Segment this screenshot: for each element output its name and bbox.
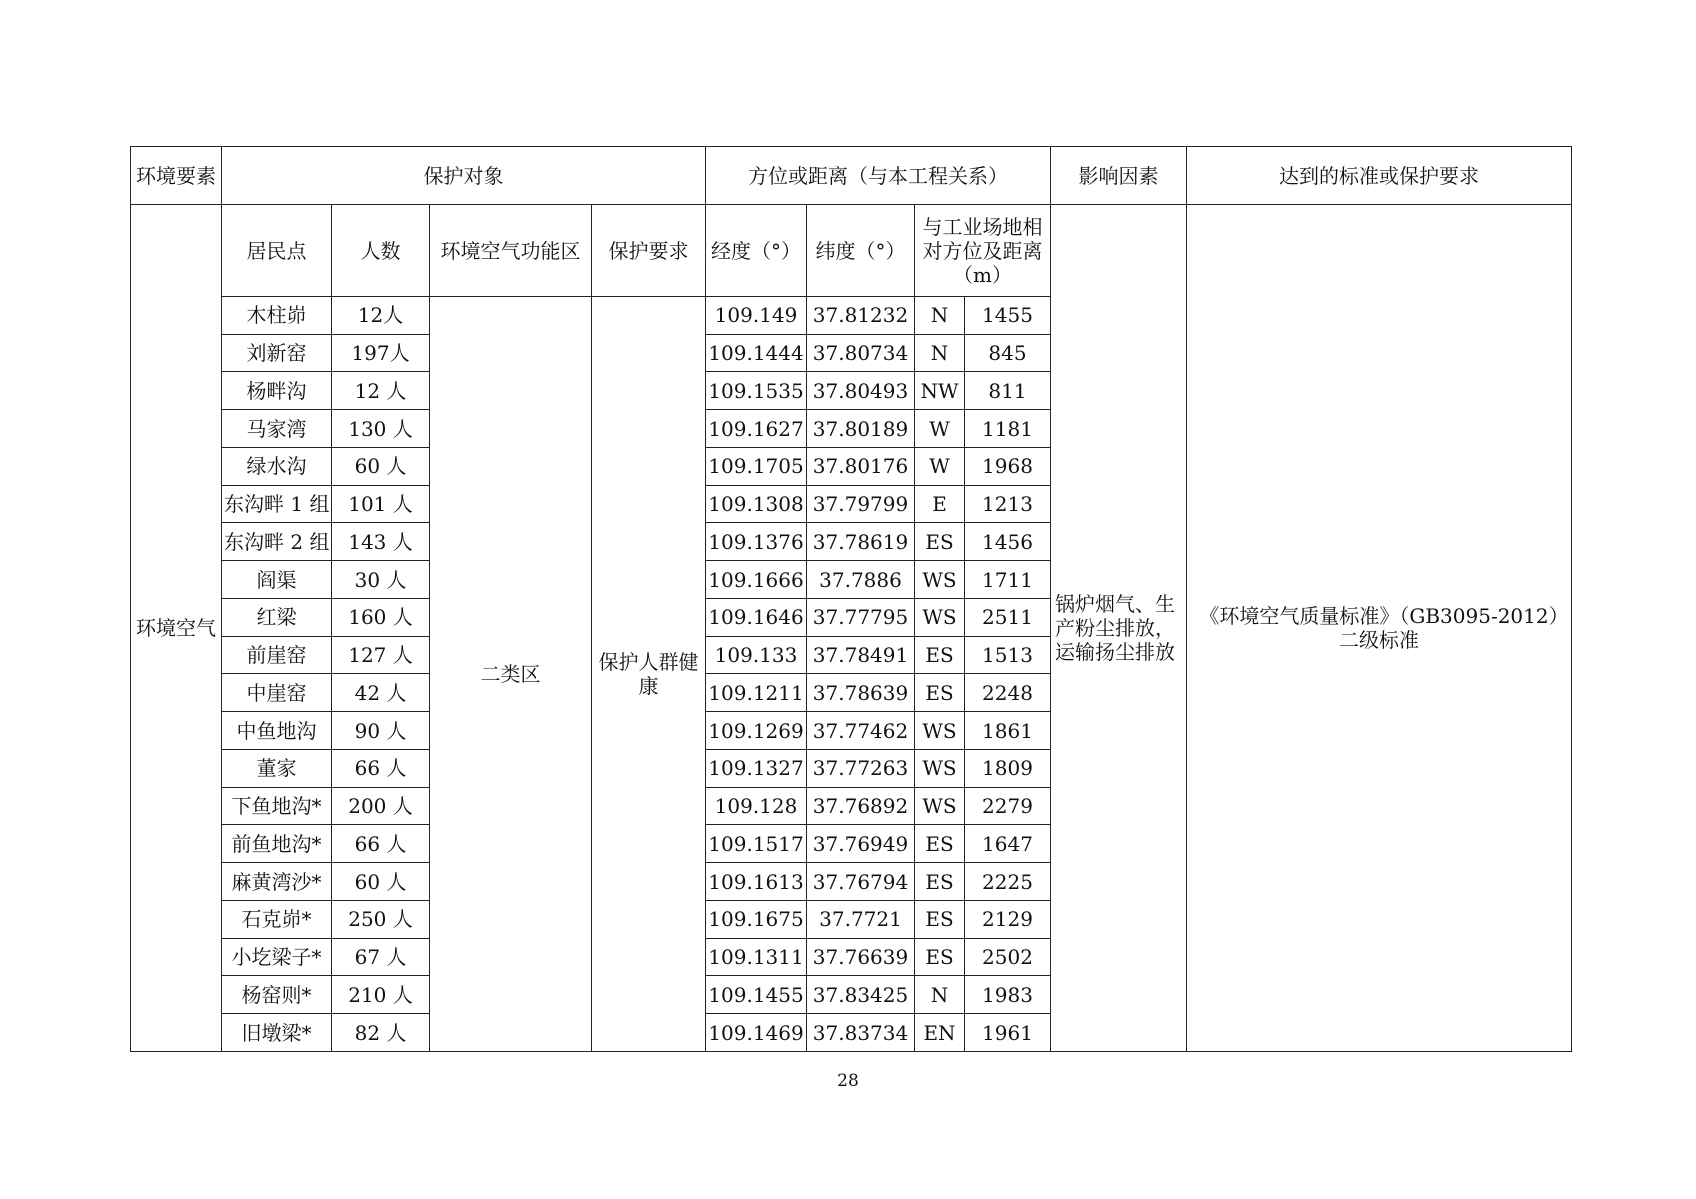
latitude: 37.79799 xyxy=(807,485,915,523)
distance: 1213 xyxy=(965,485,1051,523)
subheader-air-zone: 环境空气功能区 xyxy=(430,205,592,297)
direction: WS xyxy=(915,561,965,599)
longitude: 109.1455 xyxy=(706,976,807,1014)
header-position: 方位或距离（与本工程关系） xyxy=(706,147,1051,205)
residence-name: 东沟畔 2 组 xyxy=(222,523,332,561)
distance: 1456 xyxy=(965,523,1051,561)
population: 210 人 xyxy=(332,976,430,1014)
distance: 1861 xyxy=(965,712,1051,750)
longitude: 109.1675 xyxy=(706,900,807,938)
subheader-population: 人数 xyxy=(332,205,430,297)
env-element-cell: 环境空气 xyxy=(131,205,222,1052)
residence-name: 中崖窑 xyxy=(222,674,332,712)
distance: 1647 xyxy=(965,825,1051,863)
latitude: 37.78619 xyxy=(807,523,915,561)
latitude: 37.78491 xyxy=(807,636,915,674)
residence-name: 中鱼地沟 xyxy=(222,712,332,750)
distance: 1968 xyxy=(965,447,1051,485)
header-protected-object: 保护对象 xyxy=(222,147,706,205)
subheader-row xyxy=(131,205,1572,297)
distance: 2129 xyxy=(965,900,1051,938)
residence-name: 杨畔沟 xyxy=(222,372,332,410)
longitude: 109.133 xyxy=(706,636,807,674)
latitude: 37.80176 xyxy=(807,447,915,485)
latitude: 37.76794 xyxy=(807,863,915,901)
distance: 1983 xyxy=(965,976,1051,1014)
latitude: 37.81232 xyxy=(807,296,915,334)
air-zone-cell: 二类区 xyxy=(430,296,592,1051)
distance: 1455 xyxy=(965,296,1051,334)
latitude: 37.77795 xyxy=(807,598,915,636)
latitude: 37.7721 xyxy=(807,900,915,938)
residence-name: 小圪梁子* xyxy=(222,938,332,976)
population: 66 人 xyxy=(332,825,430,863)
header-env-element: 环境要素 xyxy=(131,147,222,205)
standard-cell: 《环境空气质量标准》（GB3095-2012）二级标准 xyxy=(1187,205,1572,1052)
population: 101 人 xyxy=(332,485,430,523)
residence-name: 石克峁* xyxy=(222,900,332,938)
direction: ES xyxy=(915,636,965,674)
longitude: 109.1469 xyxy=(706,1014,807,1052)
latitude: 37.80189 xyxy=(807,410,915,448)
residence-name: 旧墩梁* xyxy=(222,1014,332,1052)
distance: 2248 xyxy=(965,674,1051,712)
direction: ES xyxy=(915,825,965,863)
direction: NW xyxy=(915,372,965,410)
residence-name: 前崖窑 xyxy=(222,636,332,674)
longitude: 109.1311 xyxy=(706,938,807,976)
latitude: 37.7886 xyxy=(807,561,915,599)
population: 42 人 xyxy=(332,674,430,712)
residence-name: 前鱼地沟* xyxy=(222,825,332,863)
latitude: 37.80493 xyxy=(807,372,915,410)
header-influence: 影响因素 xyxy=(1051,147,1187,205)
residence-name: 下鱼地沟* xyxy=(222,787,332,825)
direction: WS xyxy=(915,749,965,787)
population: 82 人 xyxy=(332,1014,430,1052)
direction: EN xyxy=(915,1014,965,1052)
residence-name: 绿水沟 xyxy=(222,447,332,485)
protection-cell: 保护人群健康 xyxy=(592,296,706,1051)
population: 90 人 xyxy=(332,712,430,750)
latitude: 37.83425 xyxy=(807,976,915,1014)
residence-name: 红梁 xyxy=(222,598,332,636)
population: 200 人 xyxy=(332,787,430,825)
direction: N xyxy=(915,296,965,334)
subheader-relative: 与工业场地相对方位及距离（m） xyxy=(915,205,1051,297)
subheader-residence: 居民点 xyxy=(222,205,332,297)
longitude: 109.1444 xyxy=(706,334,807,372)
influence-cell: 锅炉烟气、生产粉尘排放，运输扬尘排放 xyxy=(1051,205,1187,1052)
longitude: 109.1308 xyxy=(706,485,807,523)
population: 130 人 xyxy=(332,410,430,448)
population: 143 人 xyxy=(332,523,430,561)
latitude: 37.80734 xyxy=(807,334,915,372)
distance: 1809 xyxy=(965,749,1051,787)
direction: N xyxy=(915,976,965,1014)
distance: 2225 xyxy=(965,863,1051,901)
population: 12 人 xyxy=(332,372,430,410)
population: 250 人 xyxy=(332,900,430,938)
population: 66 人 xyxy=(332,749,430,787)
direction: ES xyxy=(915,900,965,938)
population: 60 人 xyxy=(332,863,430,901)
longitude: 109.149 xyxy=(706,296,807,334)
latitude: 37.76892 xyxy=(807,787,915,825)
residence-name: 麻黄湾沙* xyxy=(222,863,332,901)
longitude: 109.1211 xyxy=(706,674,807,712)
latitude: 37.78639 xyxy=(807,674,915,712)
direction: ES xyxy=(915,674,965,712)
subheader-latitude: 纬度（°） xyxy=(807,205,915,297)
latitude: 37.77263 xyxy=(807,749,915,787)
distance: 2502 xyxy=(965,938,1051,976)
longitude: 109.1327 xyxy=(706,749,807,787)
residence-name: 木柱峁 xyxy=(222,296,332,334)
header-row xyxy=(131,147,1572,205)
longitude: 109.1627 xyxy=(706,410,807,448)
distance: 1181 xyxy=(965,410,1051,448)
population: 30 人 xyxy=(332,561,430,599)
header-standard: 达到的标准或保护要求 xyxy=(1187,147,1572,205)
distance: 2279 xyxy=(965,787,1051,825)
longitude: 109.1269 xyxy=(706,712,807,750)
population: 67 人 xyxy=(332,938,430,976)
protection-targets-table xyxy=(130,146,1572,1052)
direction: WS xyxy=(915,787,965,825)
population: 197人 xyxy=(332,334,430,372)
residence-name: 东沟畔 1 组 xyxy=(222,485,332,523)
longitude: 109.1666 xyxy=(706,561,807,599)
population: 60 人 xyxy=(332,447,430,485)
longitude: 109.1376 xyxy=(706,523,807,561)
longitude: 109.1646 xyxy=(706,598,807,636)
page-number: 28 xyxy=(837,1071,859,1091)
direction: W xyxy=(915,447,965,485)
direction: ES xyxy=(915,863,965,901)
population: 127 人 xyxy=(332,636,430,674)
direction: ES xyxy=(915,938,965,976)
longitude: 109.1535 xyxy=(706,372,807,410)
distance: 1961 xyxy=(965,1014,1051,1052)
residence-name: 阎渠 xyxy=(222,561,332,599)
latitude: 37.77462 xyxy=(807,712,915,750)
direction: WS xyxy=(915,598,965,636)
latitude: 37.76949 xyxy=(807,825,915,863)
residence-name: 马家湾 xyxy=(222,410,332,448)
latitude: 37.76639 xyxy=(807,938,915,976)
longitude: 109.1517 xyxy=(706,825,807,863)
population: 12人 xyxy=(332,296,430,334)
direction: WS xyxy=(915,712,965,750)
longitude: 109.128 xyxy=(706,787,807,825)
residence-name: 刘新窑 xyxy=(222,334,332,372)
distance: 1711 xyxy=(965,561,1051,599)
direction: N xyxy=(915,334,965,372)
distance: 811 xyxy=(965,372,1051,410)
distance: 1513 xyxy=(965,636,1051,674)
distance: 2511 xyxy=(965,598,1051,636)
direction: W xyxy=(915,410,965,448)
direction: E xyxy=(915,485,965,523)
latitude: 37.83734 xyxy=(807,1014,915,1052)
distance: 845 xyxy=(965,334,1051,372)
longitude: 109.1613 xyxy=(706,863,807,901)
residence-name: 董家 xyxy=(222,749,332,787)
direction: ES xyxy=(915,523,965,561)
longitude: 109.1705 xyxy=(706,447,807,485)
population: 160 人 xyxy=(332,598,430,636)
subheader-protection-req: 保护要求 xyxy=(592,205,706,297)
residence-name: 杨窑则* xyxy=(222,976,332,1014)
subheader-longitude: 经度（°） xyxy=(706,205,807,297)
